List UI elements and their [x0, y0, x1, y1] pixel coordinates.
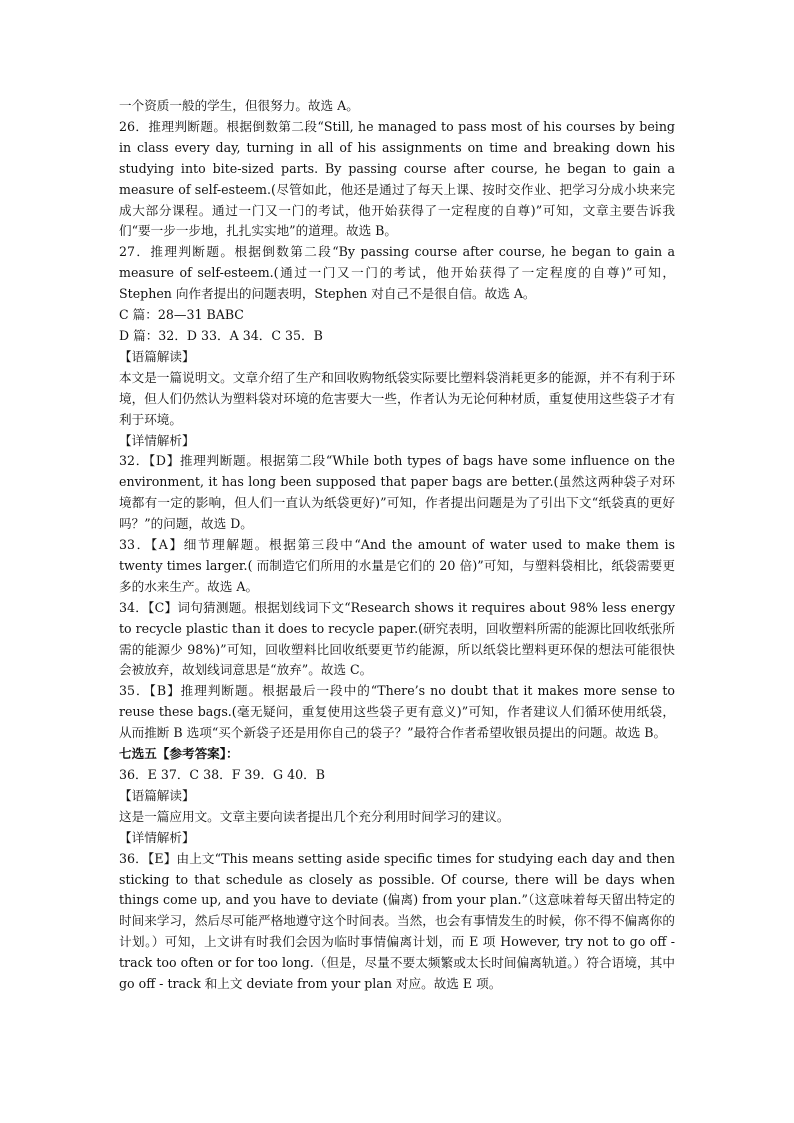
paragraph: 27．推理判断题。根据倒数第二段“By passing course after course, he began to gain a measure of self-esteem.(通过一门又一门的考试，他开始获得了一定程度的自尊)”可知，Stephen 向作者提出的问题表明，Stephen 对自己不是很自信。故选 A。: [119, 244, 675, 302]
paragraph: 【语篇解读】: [119, 787, 195, 803]
paragraph: 36．E 37．C 38．F 39．G 40．B: [119, 767, 325, 782]
paragraph: 一个资质一般的学生，但很努力。故选 A。: [119, 98, 359, 113]
paragraph: 34．【C】词句猜测题。根据划线词下文“Research shows it requires about 98% less energy to recycle plastic than it does to recycle paper.(研究表明，回收塑料所需的能源比回收纸张所需的能源少 98%)”可知，回收塑料比回收纸要更节约能源，所以纸袋比塑料更环保的想法可能很快会被放弃，故划线词意思是“放弃”。故选 C。: [119, 599, 675, 678]
paragraph: 32．【D】推理判断题。根据第二段“While both types of bags have some influence on the environment, it has long been supposed that paper bags are better.(虽然这两种袋子对环境都有一定的影响，但人们一直认为纸袋更好)”可知，作者提出问题是为了引出下文“纸袋真的更好吗？”的问题，故选 D。: [119, 453, 675, 532]
paragraph: 35．【B】推理判断题。根据最后一段中的“There’s no doubt that it makes more sense to reuse these bags.(毫无疑问，重复使用这些袋子更有意义)”可知，作者建议人们循环使用纸袋，从而推断 B 选项“买个新袋子还是用你自己的袋子？”最符合作者希望收银员提出的问题。故选 B。: [119, 683, 675, 741]
paragraph: D 篇：32．D 33．A 34．C 35．B: [119, 327, 323, 343]
paragraph: C 篇：28—31 BABC: [119, 307, 244, 323]
paragraph: 【详情解析】: [119, 432, 195, 448]
paragraph: 33．【A】细节理解题。根据第三段中“And the amount of water used to make them is twenty times larger.( 而制造它们所用的水量是它们的 20 倍)”可知，与塑料袋相比，纸袋需要更多的水来生产。故选 A。: [119, 537, 675, 594]
paragraph: 这是一篇应用文。文章主要向读者提出几个充分利用时间学习的建议。: [119, 808, 510, 824]
paragraph: 26．推理判断题。根据倒数第二段“Still, he managed to pass most of his courses by being in class every day, turning in all of his assignments on time and breaking down his studying into bite-sized parts. By passing course after course, he began to gain a measure of self-esteem.(尽管如此，他还是通过了每天上课、按时交作业、把学习分成小块来完成大部分课程。通过一门又一门的考试，他开始获得了一定程度的自尊)”可知，文章主要告诉我们“要一步一步地，扎扎实实地”的道理。故选 B。: [119, 118, 675, 239]
paragraph: 【语篇解读】: [119, 348, 195, 364]
paragraph: 36．【E】由上文“This means setting aside specific times for studying each day and then sticking to that schedule as closely as possible. Of course, there will be days when things come up, and you have to deviate (偏离) from your plan.”（这意味着每天留出特定的时间来学习，然后尽可能严格地遵守这个时间表。当然，也会有事情发生的时候，你不得不偏离你的计划。）可知，上文讲有时我们会因为临时事情偏离计划，而 E 项 However, try not to go off - track too often or for too long.（但是，尽量不要太频繁或太长时间偏离轨道。）符合语境，其中 go off - track 和上文 deviate from your plan 对应。故选 E 项。: [119, 850, 675, 992]
paragraph: 七选五【参考答案】：: [119, 746, 239, 762]
paragraph: 本文是一篇说明文。文章介绍了生产和回收购物纸袋实际要比塑料袋消耗更多的能源，并不有利于环境，但人们仍然认为塑料袋对环境的危害要大一些，作者认为无论何种材质，重复使用这些袋子才有利于环境。: [119, 369, 675, 427]
document-page: [119, 96, 675, 995]
paragraph: 【详情解析】: [119, 829, 195, 845]
